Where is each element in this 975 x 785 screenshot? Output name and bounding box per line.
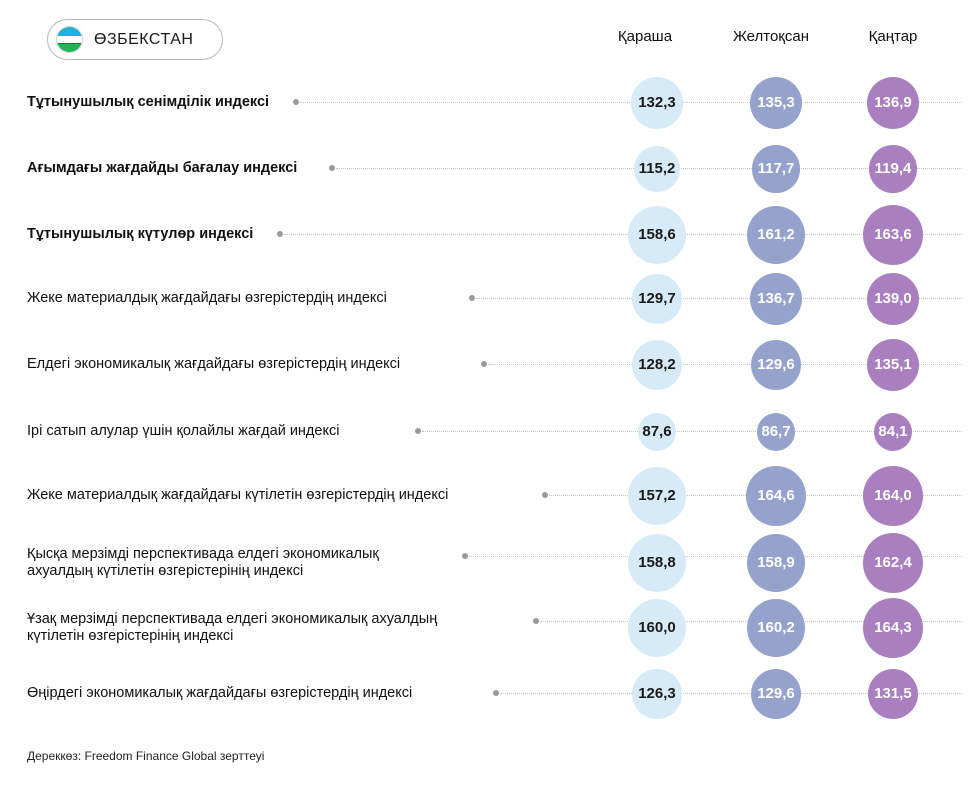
value-circle: 161,2 [747,206,806,265]
value-circle: 158,6 [628,206,686,264]
row-label: Тұтынушылық күтулөр индексі [27,226,254,242]
value-circle: 158,8 [628,534,686,592]
row-marker-dot [469,295,475,301]
uzbekistan-flag-icon [56,26,83,53]
row-marker-dot [415,428,421,434]
column-header-1: Қараша [617,28,673,45]
country-name: ӨЗБЕКСТАН [94,31,194,48]
value-circle: 119,4 [869,145,917,193]
value-circle: 160,0 [628,599,687,658]
column-header-3: Қаңтар [868,28,918,45]
value-circle: 129,7 [632,274,682,324]
value-circle: 163,6 [863,205,923,265]
value-circle: 87,6 [638,413,677,452]
value-circle: 129,6 [751,340,801,390]
row-label: Ағымдағы жағдайды бағалау индексі [27,160,298,176]
row-leader-line [284,234,962,235]
column-header-2: Желтоқсан [733,28,809,45]
row-label: Елдегі экономикалық жағдайдағы өзгерістердің индексі [27,356,401,372]
value-circle: 129,6 [751,669,801,719]
row-marker-dot [329,165,335,171]
value-circle: 117,7 [752,145,799,192]
value-circle: 126,3 [632,669,681,718]
value-circle: 139,0 [867,273,920,326]
value-circle: 160,2 [747,599,806,658]
row-marker-dot [481,361,487,367]
row-marker-dot [493,690,499,696]
value-circle: 132,3 [631,77,682,128]
row-label: Қысқа мерзімді перспективада елдегі экономикалық ахуалдың күтілетін өзгерістерінің индексі [27,546,379,579]
row-marker-dot [277,231,283,237]
value-circle: 164,0 [863,466,923,526]
country-badge [47,19,223,60]
row-marker-dot [462,553,468,559]
row-marker-dot [533,618,539,624]
value-circle: 136,7 [750,273,802,325]
value-circle: 86,7 [757,413,796,452]
row-label: Ұзақ мерзімді перспективада елдегі экономикалық ахуалдың күтілетін өзгерістерінің индексі [27,611,438,644]
value-circle: 157,2 [628,467,686,525]
row-label: Ірі сатып алулар үшін қолайлы жағдай индексі [27,423,340,439]
value-circle: 135,3 [750,77,802,129]
source-note: Дереккөз: Freedom Finance Global зерттеуі [27,749,265,763]
value-circle: 164,3 [863,598,923,658]
value-circle: 128,2 [632,340,682,390]
value-circle: 164,6 [746,466,806,526]
value-circle: 136,9 [867,77,919,129]
row-marker-dot [293,99,299,105]
value-circle: 84,1 [874,413,912,451]
value-circle: 158,9 [747,534,805,592]
value-circle: 162,4 [863,533,922,592]
row-marker-dot [542,492,548,498]
row-label: Жеке материалдық жағдайдағы өзгерістердің индексі [27,290,387,306]
row-label: Жеке материалдық жағдайдағы күтілетін өзгерістердің индексі [27,487,449,503]
row-label: Тұтынушылық сенімділік индексі [27,94,270,110]
value-circle: 135,1 [867,339,919,391]
value-circle: 115,2 [634,146,680,192]
value-circle: 131,5 [868,669,919,720]
row-label: Өңірдегі экономикалық жағдайдағы өзгерістердің индексі [27,685,413,701]
